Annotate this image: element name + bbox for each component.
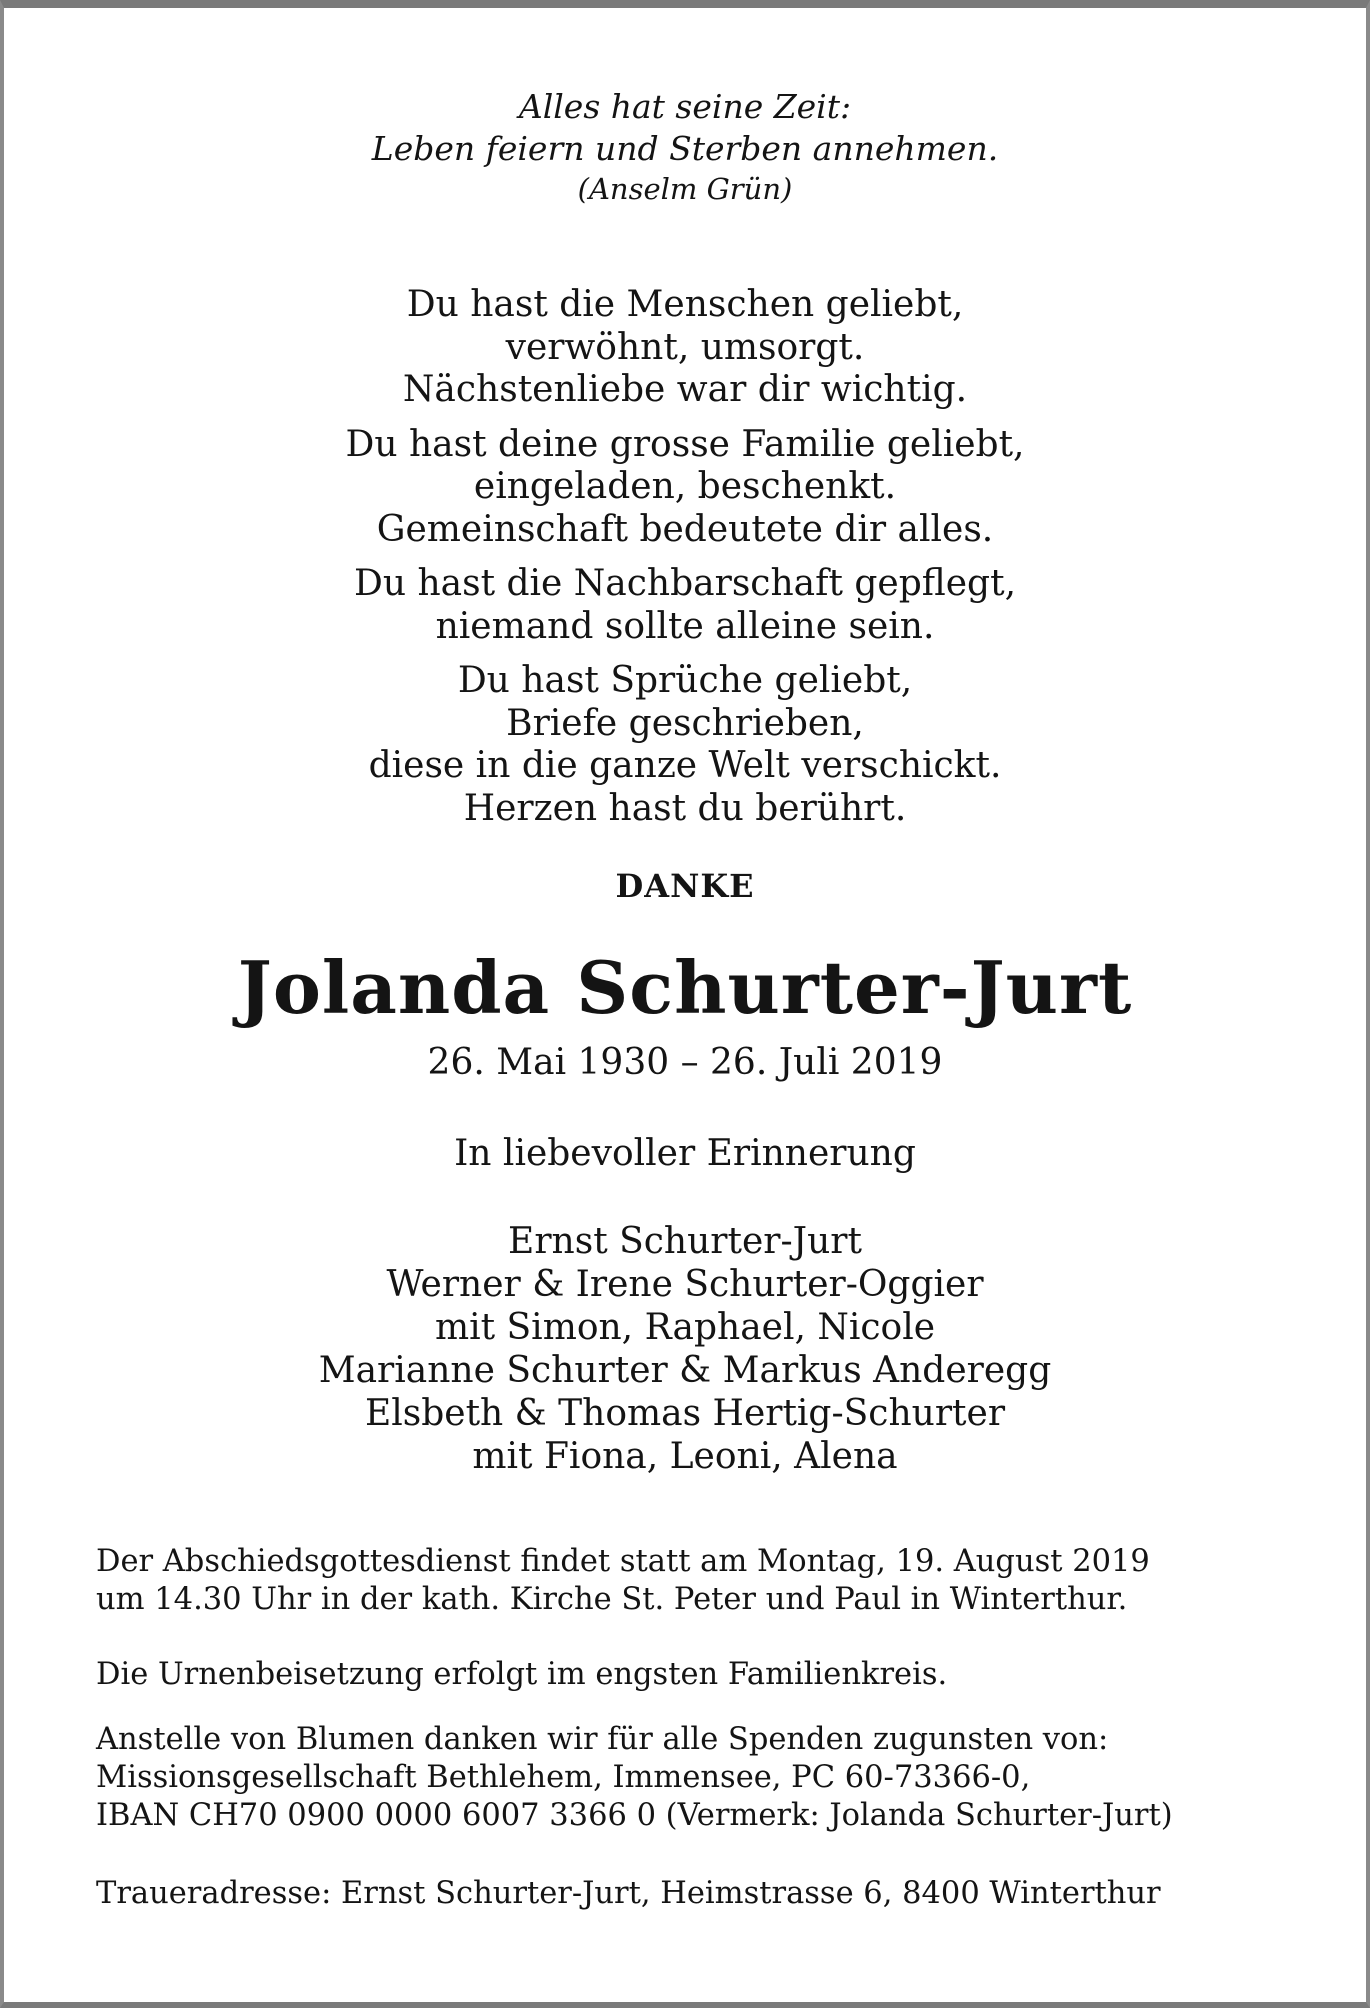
remembrance-line: In liebevoller Erinnerung <box>454 1133 916 1174</box>
burial-notice <box>96 1656 1296 1694</box>
mourner-entry: Marianne Schurter & Markus Anderegg <box>318 1350 1052 1391</box>
poem-line: Du hast die Menschen geliebt, <box>406 284 964 325</box>
poem-line: Du hast die Nachbarschaft gepflegt, <box>353 563 1017 604</box>
notice-line: Der Abschiedsgottesdienst findet statt am Montag, 19. August 2019 <box>96 1544 1150 1579</box>
motto-author: (Anselm Grün) <box>577 172 793 206</box>
practical-notes <box>96 1543 1296 1913</box>
mourner-entry: mit Fiona, Leoni, Alena <box>472 1436 898 1477</box>
poem <box>4 284 1366 842</box>
poem-line: Briefe geschrieben, <box>506 702 864 744</box>
mourner-entry: Elsbeth & Thomas Hertig-Schurter <box>364 1393 1006 1434</box>
poem-line: Gemeinschaft bedeutete dir alles. <box>376 508 994 550</box>
mourners-list <box>4 1220 1366 1478</box>
poem-line: Du hast deine grosse Familie geliebt, <box>345 423 1025 465</box>
thanks-heading: DANKE <box>615 867 755 905</box>
mourning-address <box>96 1875 1296 1913</box>
donation-notice <box>96 1721 1296 1835</box>
poem-line: Herzen hast du berührt. <box>463 787 907 829</box>
notice-line: Missionsgesellschaft Bethlehem, Immensee, PC 60-73366-0, <box>96 1760 1031 1795</box>
poem-stanza <box>4 563 1366 648</box>
motto-quote <box>4 86 1366 208</box>
notice-line: Die Urnenbeisetzung erfolgt im engsten Familienkreis. <box>96 1657 948 1692</box>
mourner-entry: Ernst Schurter-Jurt <box>508 1221 862 1262</box>
poem-line: verwöhnt, umsorgt. <box>505 326 865 368</box>
poem-line: Nächstenliebe war dir wichtig. <box>402 369 968 410</box>
poem-stanza <box>4 424 1366 552</box>
poem-stanza <box>4 660 1366 830</box>
motto-line: Leben feiern und Sterben annehmen. <box>371 129 999 168</box>
poem-line: eingeladen, beschenkt. <box>473 466 897 507</box>
life-dates: 26. Mai 1930 – 26. Juli 2019 <box>427 1042 943 1083</box>
poem-stanza <box>4 284 1366 412</box>
motto-line: Alles hat seine Zeit: <box>518 87 852 126</box>
poem-line: diese in die ganze Welt verschickt. <box>368 745 1002 786</box>
service-notice <box>96 1543 1296 1619</box>
poem-line: Du hast Sprüche geliebt, <box>457 660 913 701</box>
notice-line: um 14.30 Uhr in der kath. Kirche St. Peter und Paul in Winterthur. <box>96 1582 1128 1617</box>
mourner-entry: Werner & Irene Schurter-Oggier <box>386 1264 984 1305</box>
notice-line: Anstelle von Blumen danken wir für alle Spenden zugunsten von: <box>96 1722 1109 1757</box>
notice-line: IBAN CH70 0900 0000 6007 3366 0 (Vermerk: Jolanda Schurter-Jurt) <box>96 1798 1173 1833</box>
deceased-name: Jolanda Schurter-Jurt <box>237 945 1133 1030</box>
poem-line: niemand sollte alleine sein. <box>435 605 935 647</box>
mourner-entry: mit Simon, Raphael, Nicole <box>434 1307 936 1348</box>
notice-line: Traueradresse: Ernst Schurter-Jurt, Heimstrasse 6, 8400 Winterthur <box>96 1876 1161 1911</box>
